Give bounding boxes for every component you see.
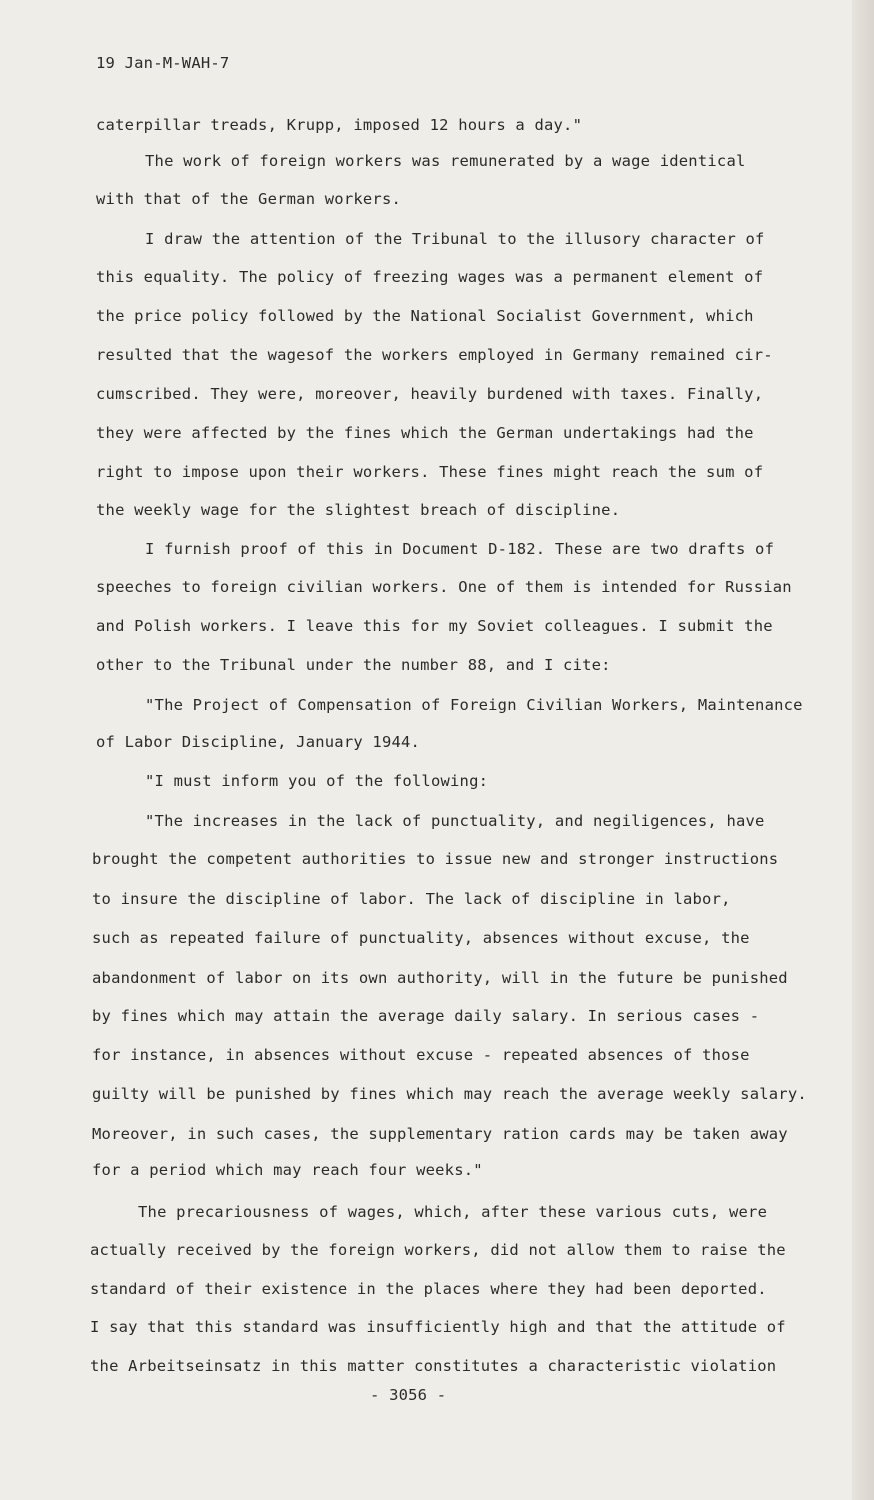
- text-line: for a period which may reach four weeks.": [92, 1161, 483, 1179]
- text-line: the Arbeitseinsatz in this matter constitutes a characteristic violation: [90, 1357, 777, 1375]
- text-line: with that of the German workers.: [96, 190, 402, 208]
- text-line: The work of foreign workers was remunerated by a wage identical: [145, 152, 746, 170]
- text-line: caterpillar treads, Krupp, imposed 12 hours a day.": [96, 116, 583, 134]
- text-line: speeches to foreign civilian workers. One of them is intended for Russian: [96, 578, 792, 596]
- text-line: actually received by the foreign workers, did not allow them to raise the: [90, 1241, 786, 1259]
- text-line: for instance, in absences without excuse - repeated absences of those: [92, 1046, 750, 1064]
- page-header: 19 Jan-M-WAH-7: [96, 54, 230, 72]
- text-line: by fines which may attain the average daily salary. In serious cases -: [92, 1007, 760, 1025]
- text-line: cumscribed. They were, moreover, heavily burdened with taxes. Finally,: [96, 385, 764, 403]
- text-line: "The Project of Compensation of Foreign Civilian Workers, Maintenance: [145, 696, 803, 714]
- text-line: I draw the attention of the Tribunal to the illusory character of: [145, 230, 765, 248]
- text-line: The precariousness of wages, which, after these various cuts, were: [138, 1203, 768, 1221]
- text-line: to insure the discipline of labor. The lack of discipline in labor,: [92, 890, 731, 908]
- text-line: "The increases in the lack of punctuality, and negiligences, have: [145, 812, 765, 830]
- text-line: other to the Tribunal under the number 88, and I cite:: [96, 656, 611, 674]
- page-number: - 3056 -: [370, 1386, 447, 1404]
- page-edge-shadow: [852, 0, 874, 1500]
- text-line: and Polish workers. I leave this for my Soviet colleagues. I submit the: [96, 617, 773, 635]
- text-line: I say that this standard was insufficiently high and that the attitude of: [90, 1318, 786, 1336]
- text-line: resulted that the wagesof the workers employed in Germany remained cir-: [96, 346, 773, 364]
- text-line: brought the competent authorities to issue new and stronger instructions: [92, 850, 779, 868]
- text-line: of Labor Discipline, January 1944.: [96, 733, 421, 751]
- text-line: this equality. The policy of freezing wages was a permanent element of: [96, 268, 764, 286]
- text-line: guilty will be punished by fines which may reach the average weekly salary.: [92, 1085, 807, 1103]
- text-line: right to impose upon their workers. These fines might reach the sum of: [96, 463, 764, 481]
- text-line: "I must inform you of the following:: [145, 772, 489, 790]
- text-line: Moreover, in such cases, the supplementary ration cards may be taken away: [92, 1125, 788, 1143]
- text-line: standard of their existence in the places where they had been deported.: [90, 1280, 767, 1298]
- text-line: such as repeated failure of punctuality, absences without excuse, the: [92, 929, 750, 947]
- text-line: the price policy followed by the National Socialist Government, which: [96, 307, 754, 325]
- text-line: I furnish proof of this in Document D-182. These are two drafts of: [145, 540, 775, 558]
- text-line: the weekly wage for the slightest breach of discipline.: [96, 501, 621, 519]
- text-line: abandonment of labor on its own authority, will in the future be punished: [92, 969, 788, 987]
- text-line: they were affected by the fines which the German undertakings had the: [96, 424, 754, 442]
